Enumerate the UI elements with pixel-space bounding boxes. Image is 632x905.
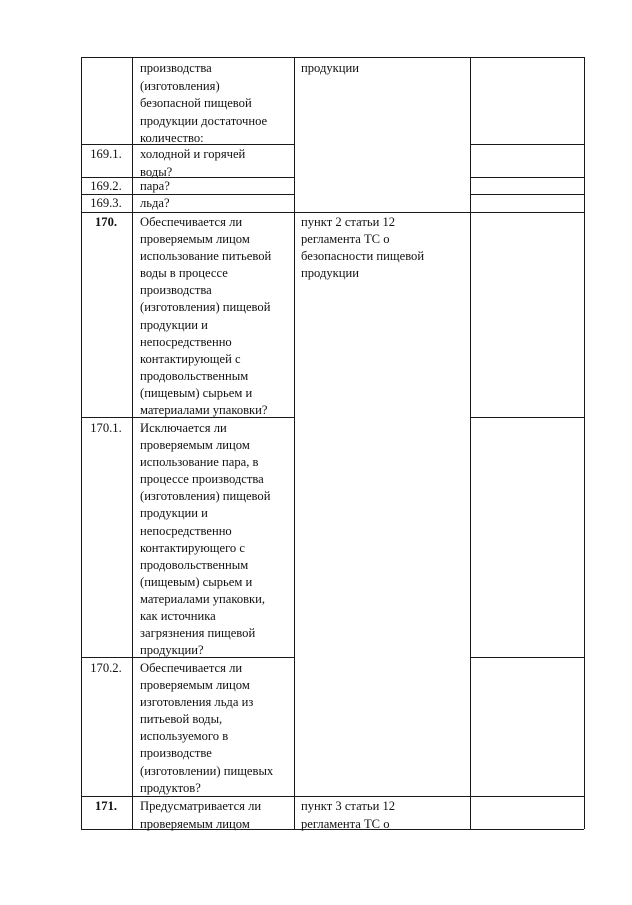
question-text: пара?	[140, 179, 170, 193]
question-text: Предусматривается ли проверяемым лицом	[140, 799, 262, 831]
table-border-top	[81, 57, 584, 58]
question-text: производства (изготовления) безопасной пищевой продукции достаточное количество:	[140, 61, 268, 145]
reference-text: продукции	[301, 61, 360, 75]
reference-text: пункт 3 статьи 12 регламента ТС о	[301, 799, 396, 831]
row-number: 169.3.	[90, 196, 122, 210]
question-text: Обеспечивается ли проверяемым лицом изготовления льда из питьевой воды, используемого в производстве (изготовлении) пищевых продуктов?	[140, 661, 274, 795]
row-divider	[470, 177, 584, 178]
row-number: 169.1.	[90, 147, 122, 161]
row-divider	[470, 417, 584, 418]
column-divider-question	[294, 57, 295, 829]
question-text: Исключается ли проверяемым лицом использование пара, в процессе производства (изготовления) пищевой продукции и непосредственно контактирующего с продовольственным (пищевым) сырьем и материалами упаковки, как источника загрязнения пищевой продукции?	[140, 421, 271, 658]
question-text: льда?	[140, 196, 170, 210]
row-divider	[81, 212, 584, 213]
row-divider	[470, 194, 584, 195]
row-number: 170.1.	[90, 421, 122, 435]
column-divider-number	[132, 57, 133, 829]
row-divider	[470, 144, 584, 145]
table-border-right	[584, 57, 585, 829]
row-number: 170.2.	[90, 661, 122, 675]
question-text: Обеспечивается ли проверяемым лицом использование питьевой воды в процессе производства (изготовления) пищевой продукции и непосредственно контактирующей с продовольственным (пищевым) сырьем и материалами упаковки?	[140, 215, 272, 418]
row-number: 170.	[94, 215, 118, 229]
reference-text: пункт 2 статьи 12 регламента ТС о безопасности пищевой продукции	[301, 215, 425, 281]
question-text: холодной и горячей воды?	[140, 147, 246, 179]
row-number: 171.	[94, 799, 118, 813]
table-border-left	[81, 57, 82, 829]
column-divider-reference	[470, 57, 471, 829]
row-divider	[470, 657, 584, 658]
row-number: 169.2.	[90, 179, 122, 193]
